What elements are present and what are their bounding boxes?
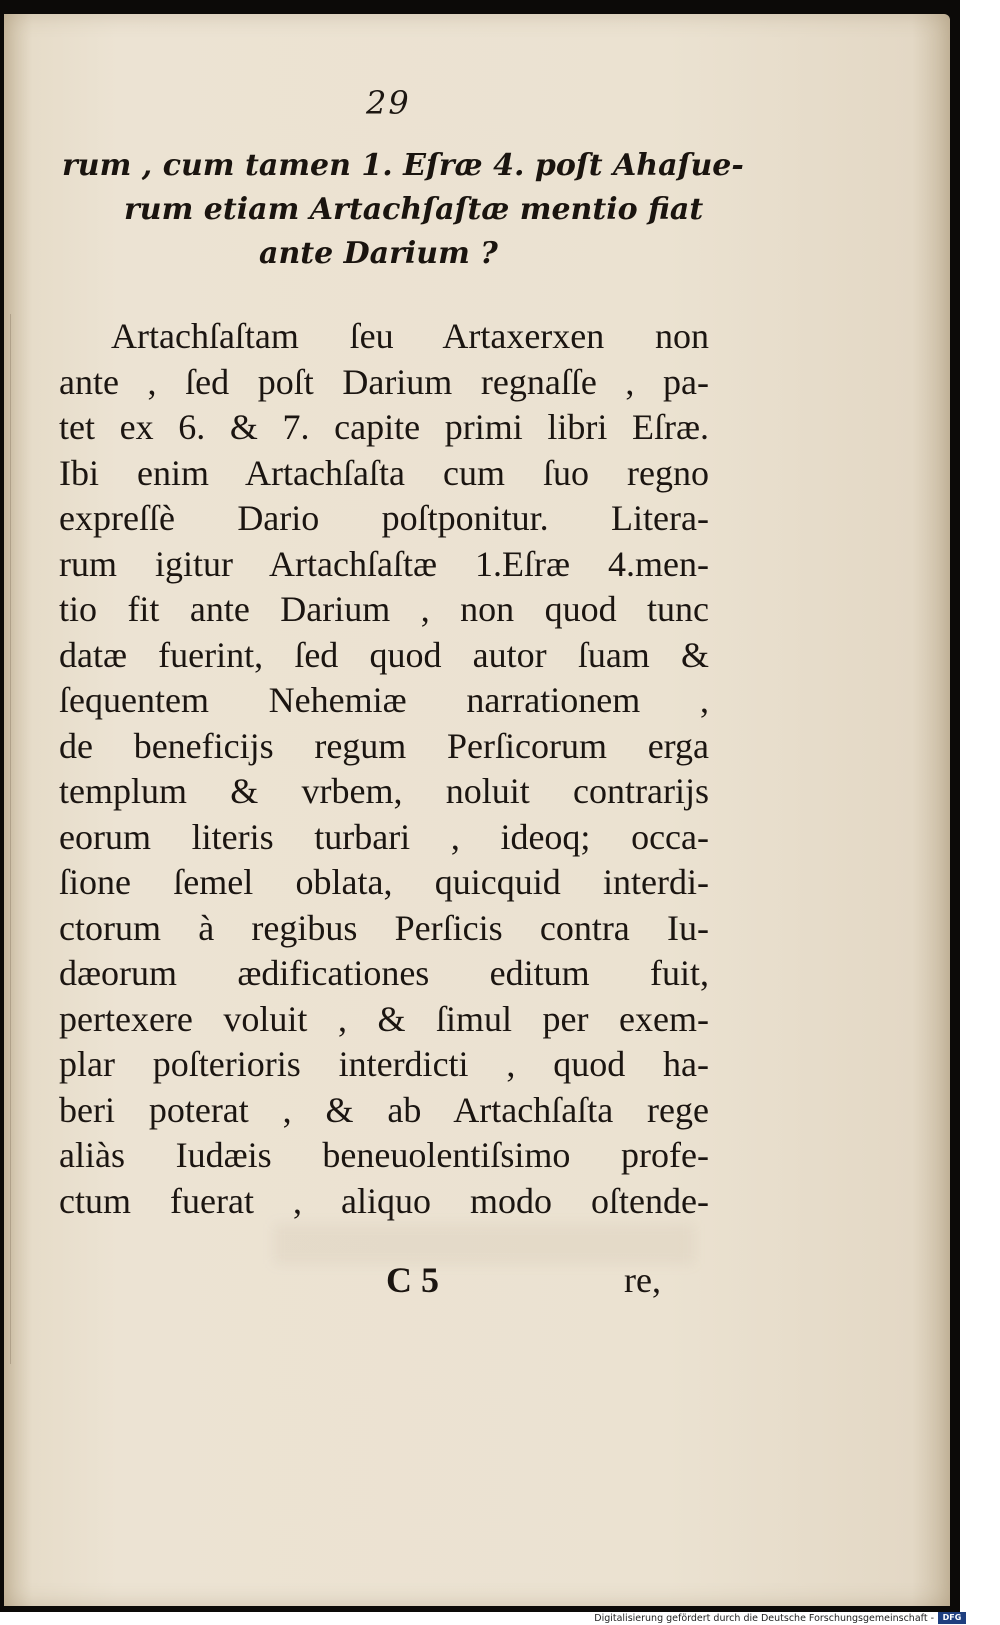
body-line: tio fit ante Darium , non quod tunc — [59, 589, 709, 629]
page-footer — [4, 1259, 704, 1309]
body-line: expreſſè Dario poſtponitur. Litera- — [59, 498, 709, 538]
digitization-note: Digitalisierung gefördert durch die Deutsche Forschungsgemeinschaft - — [594, 1613, 934, 1624]
body-line: dæorum ædificationes editum fuit, — [59, 953, 709, 993]
body-line: templum & vrbem, noluit contrarijs — [59, 771, 709, 811]
body-line: pertexere voluit , & ſimul per exem- — [59, 998, 709, 1039]
body-line: Ibi enim Artachſaſta cum ſuo regno — [59, 452, 709, 493]
body-text — [59, 314, 709, 1224]
signature-mark: C 5 — [386, 1260, 439, 1300]
body-line: datæ fuerint, ſed quod autor ſuam & — [59, 634, 709, 675]
body-line: beri poterat , & ab Artachſaſta rege — [59, 1089, 709, 1130]
body-line: Artachſaſtam ſeu Artaxerxen non — [111, 316, 709, 356]
question-line: ante Darium ? — [259, 236, 498, 271]
body-line: eorum literis turbari , ideoq; occa- — [59, 816, 709, 857]
question-line: rum , cum tamen 1. Eſræ 4. poſt Ahaſue- — [62, 148, 744, 183]
dfg-logo: DFG — [938, 1612, 966, 1624]
body-line: tet ex 6. & 7. capite primi libri Eſræ. — [59, 407, 709, 447]
body-line: rum igitur Artachſaſtæ 1.Eſræ 4.men- — [59, 543, 709, 584]
question-line: rum etiam Artachſaſtæ mentio fiat — [124, 192, 704, 227]
catchword: re, — [624, 1260, 661, 1300]
body-line: ctum fuerat , aliquo modo oſtende- — [59, 1180, 709, 1221]
body-line: ante , ſed poſt Darium regnaſſe , pa- — [59, 361, 709, 402]
body-line: ſequentem Nehemiæ narrationem , — [59, 680, 709, 720]
body-line: de beneficijs regum Perſicorum erga — [59, 725, 709, 766]
ink-bleed — [274, 1224, 694, 1264]
book-page — [4, 14, 950, 1606]
body-line: ctorum à regibus Perſicis contra Iu- — [59, 907, 709, 948]
body-line: aliàs Iudæis beneuolentiſsimo profe- — [59, 1135, 709, 1175]
body-line: ſione ſemel oblata, quicquid interdi- — [59, 862, 709, 902]
page-number: 29 — [366, 84, 411, 122]
body-line: plar poſterioris interdicti , quod ha- — [59, 1044, 709, 1084]
page-gutter — [10, 314, 17, 1364]
